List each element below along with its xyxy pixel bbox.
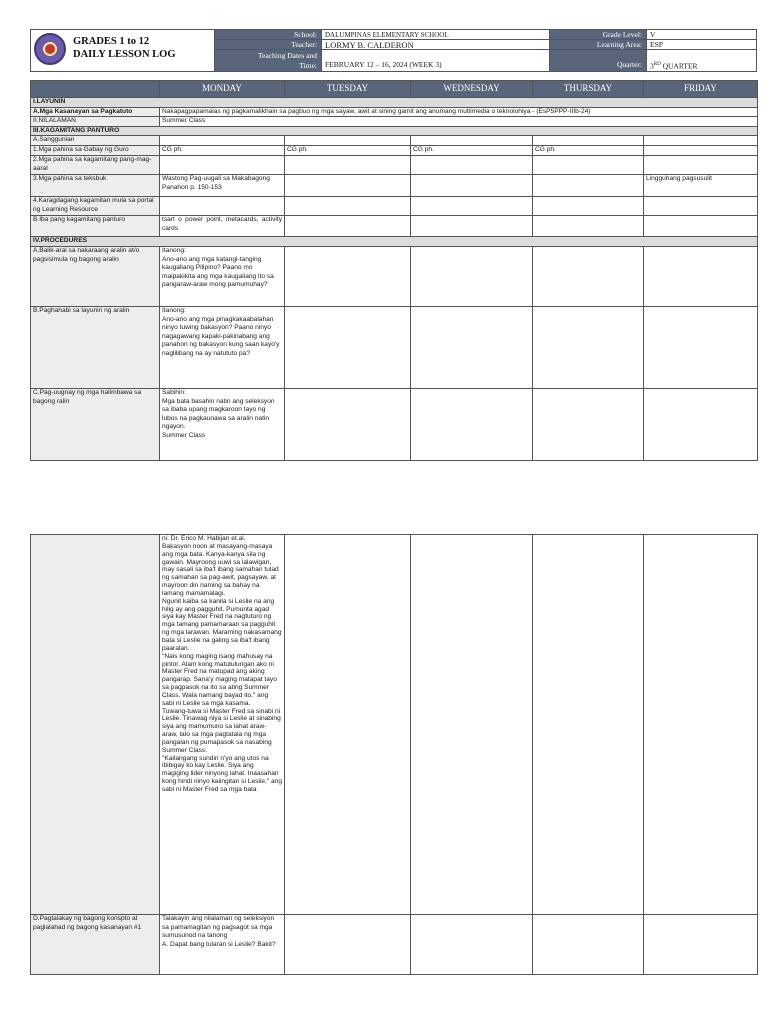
row-teksbuk [31,174,758,196]
row-sanggunian [31,136,758,146]
paghahabi-monday: Itanong: Ano-ano ang mga pinagkakaabalahan ninyo tuwing bakasyon? Paano ninyo nagagawang kapaki-pakinabang ang panahon ng bakasyon kung saan kayo'y naglilibang na ay natututo pa? [160,306,285,388]
lesson-log-header [30,29,757,72]
title-line-1: GRADES 1 to 12 [73,36,150,47]
gabay-tuesday: CG ph. [285,145,411,155]
section-procedures-label: IV.PROCEDURES [31,236,758,246]
row-pagtalakay [31,915,758,975]
section-kagamitan [31,126,758,136]
nilalaman-value: Summer Class [160,117,758,127]
row-gabay [31,145,758,155]
section-procedures [31,236,758,246]
balik-aral-label: A.Balik-aral sa nakaraang aralin at/o pagsisimula ng bagong aralin [31,246,160,306]
quarter-value [646,50,756,71]
row-paghahabi [31,306,758,388]
sanggunian-label: A.Sanggunian [31,136,160,146]
quarter-suffix: RD [653,62,661,67]
kasanayan-label: A.Mga Kasanayan sa Pagkatuto [31,107,160,117]
teksbuk-monday: Wastong Pag-uugali sa Makabagong Panahon p. 150-153 [160,174,285,196]
pag-uugnay-monday: Sabihin: Mga bata basahin natin ang seleksyon sa ibaba upang magkaroon tayo ng lubos na pagkaunawa sa aralin natin ngayon. Summer Class [160,388,285,460]
teksbuk-label: 3.Mga pahina sa teksbuk [31,174,160,196]
balik-aral-monday: Itanong: Ano-ano ang mga katangi-tanging kaugaliang Pilipino? Paano mo maipakikita ang mga kaugaliang ito sa pangaraw-araw mong pamumuhay? [160,246,285,306]
day-header-row [31,81,758,98]
school-label: School: [215,30,321,39]
row-balik-aral [31,246,758,306]
school-value: DALUMPINAS ELEMENTARY SCHOOL [321,30,549,39]
teacher-label: Teacher: [215,40,321,49]
row-pag-uugnay [31,388,758,460]
gabay-thursday: CG ph. [533,145,644,155]
day-header-tuesday: TUESDAY [285,81,411,98]
learning-area-label: Learning Area: [549,40,646,49]
kasanayan-value: Nakapagpapamalas ng pagkamalikhain sa pagbuo ng mga sayaw, awit at sining gamit ang anumang multimedia o teknolohiya - (EsP5PPP-IIIb-24) [160,107,758,117]
row-pag-uugnay-continued [31,535,758,915]
header-blank-cell [31,81,160,98]
pag-uugnay-label: C.Pag-uugnay ng mga halimbawa sa bagong ralin [31,388,160,460]
gabay-wednesday: CG ph. [411,145,533,155]
row-nilalaman [31,117,758,127]
paghahabi-label: B.Paghahabi sa layunin ng aralin [31,306,160,388]
lesson-log-table [30,80,758,461]
day-header-thursday: THURSDAY [533,81,644,98]
dates-value: FEBRUARY 12 – 16, 2024 (WEEK 3) [321,50,549,71]
pagtalakay-label: D.Pagtalakay ng bagong konspto at paglalahad ng bagong kasanayan #1 [31,915,160,975]
section-layunin-label: I.LAYUNIN [31,98,758,108]
learning-area-value: ESP [646,40,756,49]
learning-resource-label: 4.Karagdagang kagamitan mula sa portal ng Learning Resource [31,196,160,215]
gabay-label: 1.Mga pahina sa Gabay ng Guro [31,145,160,155]
quarter-number: 3 [650,61,654,71]
dates-label-line2: Time: [299,61,317,70]
gabay-monday: CG ph. [160,145,285,155]
dates-label [215,50,321,71]
nilalaman-label: II.NILALAMAN [31,117,160,127]
row-learning-resource [31,196,758,215]
pagtalakay-monday: Talakayin ang nilalaman ng seleksiyon sa pamamagitan ng pagsagot sa mga sumusunod na tanong A. Dapat bang tularan si Leslie? Bakit? [160,915,285,975]
header-info-grid [215,30,756,71]
pag-uugnay-continued-label [31,535,160,915]
row-iba-pang-kagamitan [31,215,758,236]
day-header-monday: MONDAY [160,81,285,98]
day-header-wednesday: WEDNESDAY [411,81,533,98]
row-kagamitang-pang-mag-aaral [31,155,758,174]
lesson-log-table-continued [30,534,758,975]
kagamitang-label: 2.Mga pahina sa kagamitang pang-mag-aaral [31,155,160,174]
grade-value: V [646,30,756,39]
day-header-friday: FRIDAY [644,81,758,98]
teksbuk-friday: Lingguhang pagsusulit [644,174,758,196]
deped-seal-icon [34,33,66,65]
section-layunin [31,98,758,108]
iba-label: B.Iba pang kagamitang panturo [31,215,160,236]
title-line-2: DAILY LESSON LOG [73,49,176,60]
quarter-text: QUARTER [660,61,698,71]
grade-label: Grade Level: [549,30,646,39]
section-kagamitan-label: III.KAGAMITANG PANTURO [31,126,758,136]
quarter-label: Quarter: [549,50,646,71]
selection-story-text: ni: Dr. Erico M. Habijan et.al. Bakasyon noon at masayang-masaya ang mga bata. Kanya-kanya sila ng gawain. Mayroong uuwi sa lalawigan, may sasali sa iba't ibang samahan tulad ng samahan sa pag-awit, pagsayaw, at mayroon din naming sa bahay na lamang mamamalagi. Ngunit kaiba sa kanila si Leslie na ang hilig ay ang pagguhit. Pumunta agad siya kay Master Fred na nagtuturo ng mga tamang pamamaraan sa pagguhit ng mga larawan. Maraming nakasamang bata si Leslie na galing sa iba't ibang paaralan. "Nais kong maging isang mahusay na pintor. Alam kong matutulungan ako ni Master Fred na matupad ang aking pangarap. Sana'y maging matapat tayo sa pagpasok na ito sa ating Summer Class. Wala namang bayad ito," ang sabi ni Leslie sa mga kasama. Tuwang-tuwa si Master Fred sa sinabi ni Leslie. Tinawag niya si Leslie at sinabing siya ang mamumuno sa lahat araw-araw, lalo sa mga pagtatala ng mga pangalan ng pumapasok sa nasabing Summer Class. "Kailangang sundin n'yo ang utos na ibibigay ko kay Leslie. Siya ang magiging lider ninyong lahat. Inaasahan kong hindi ninyo kaiingitan si Leslie," ang sabi ni Master Fred sa mga bata [160,535,285,915]
teacher-value: LORMY B. CALDERON [321,40,549,49]
dates-label-line1: Teaching Dates and [257,51,317,60]
gabay-friday [644,145,758,155]
header-title-block [31,30,215,71]
row-kasanayan [31,107,758,117]
iba-monday: tsart o power point, metacards, activity cards [160,215,285,236]
